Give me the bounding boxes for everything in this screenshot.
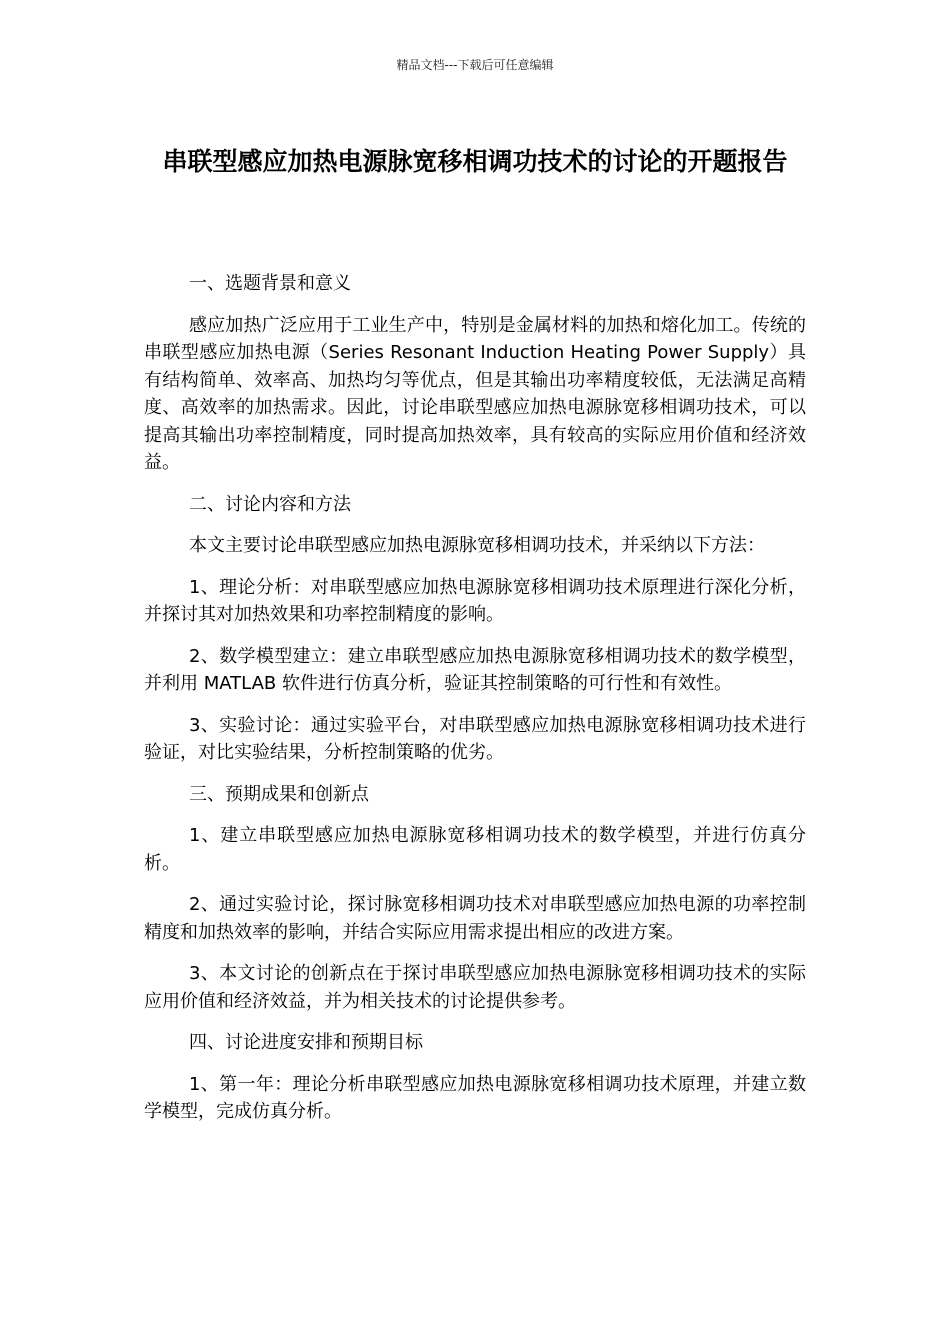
paragraph-result-model: 1、建立串联型感应加热电源脉宽移相调功技术的数学模型，并进行仿真分析。 <box>144 825 806 874</box>
paragraph-method-experiment: 3、实验讨论：通过实验平台，对串联型感应加热电源脉宽移相调功技术进行验证，对比实验结果，分析控制策略的优劣。 <box>144 714 806 763</box>
section-heading-results: 三、预期成果和创新点 <box>189 783 369 805</box>
paragraph-background: 感应加热广泛应用于工业生产中，特别是金属材料的加热和熔化加工。传统的串联型感应加热电源（Series Resonant Induction Heating Power Supply）具有结构简单、效率高、加热均匀等优点，但是其输出功率精度较低，无法满足高精度、高效率的加热需求。因此，讨论串联型感应加热电源脉宽移相调功技术，可以提高其输出功率控制精度，同时提高加热效率，具有较高的实际应用价值和经济效益。 <box>144 314 806 473</box>
document-title: 串联型感应加热电源脉宽移相调功技术的讨论的开题报告 <box>162 147 788 176</box>
document-body <box>144 270 806 1140</box>
section-heading-content-methods: 二、讨论内容和方法 <box>189 493 351 515</box>
page-header-note: 精品文档---下载后可任意编辑 <box>396 58 554 72</box>
section-heading-background: 一、选题背景和意义 <box>189 273 351 294</box>
paragraph-method-theory: 1、理论分析：对串联型感应加热电源脉宽移相调功技术原理进行深化分析，并探讨其对加热效果和功率控制精度的影响。 <box>144 576 806 625</box>
section-heading-schedule: 四、讨论进度安排和预期目标 <box>189 1032 423 1053</box>
paragraph-method-model: 2、数学模型建立：建立串联型感应加热电源脉宽移相调功技术的数学模型，并利用 MATLAB 软件进行仿真分析，验证其控制策略的可行性和有效性。 <box>144 645 806 694</box>
paragraph-methods-intro: 本文主要讨论串联型感应加热电源脉宽移相调功技术，并采纳以下方法： <box>189 535 765 556</box>
paragraph-schedule-year1: 1、第一年：理论分析串联型感应加热电源脉宽移相调功技术原理，并建立数学模型，完成仿真分析。 <box>144 1073 806 1122</box>
paragraph-result-experiment: 2、通过实验讨论，探讨脉宽移相调功技术对串联型感应加热电源的功率控制精度和加热效率的影响，并结合实际应用需求提出相应的改进方案。 <box>144 894 806 943</box>
paragraph-result-innovation: 3、本文讨论的创新点在于探讨串联型感应加热电源脉宽移相调功技术的实际应用价值和经济效益，并为相关技术的讨论提供参考。 <box>144 963 806 1012</box>
